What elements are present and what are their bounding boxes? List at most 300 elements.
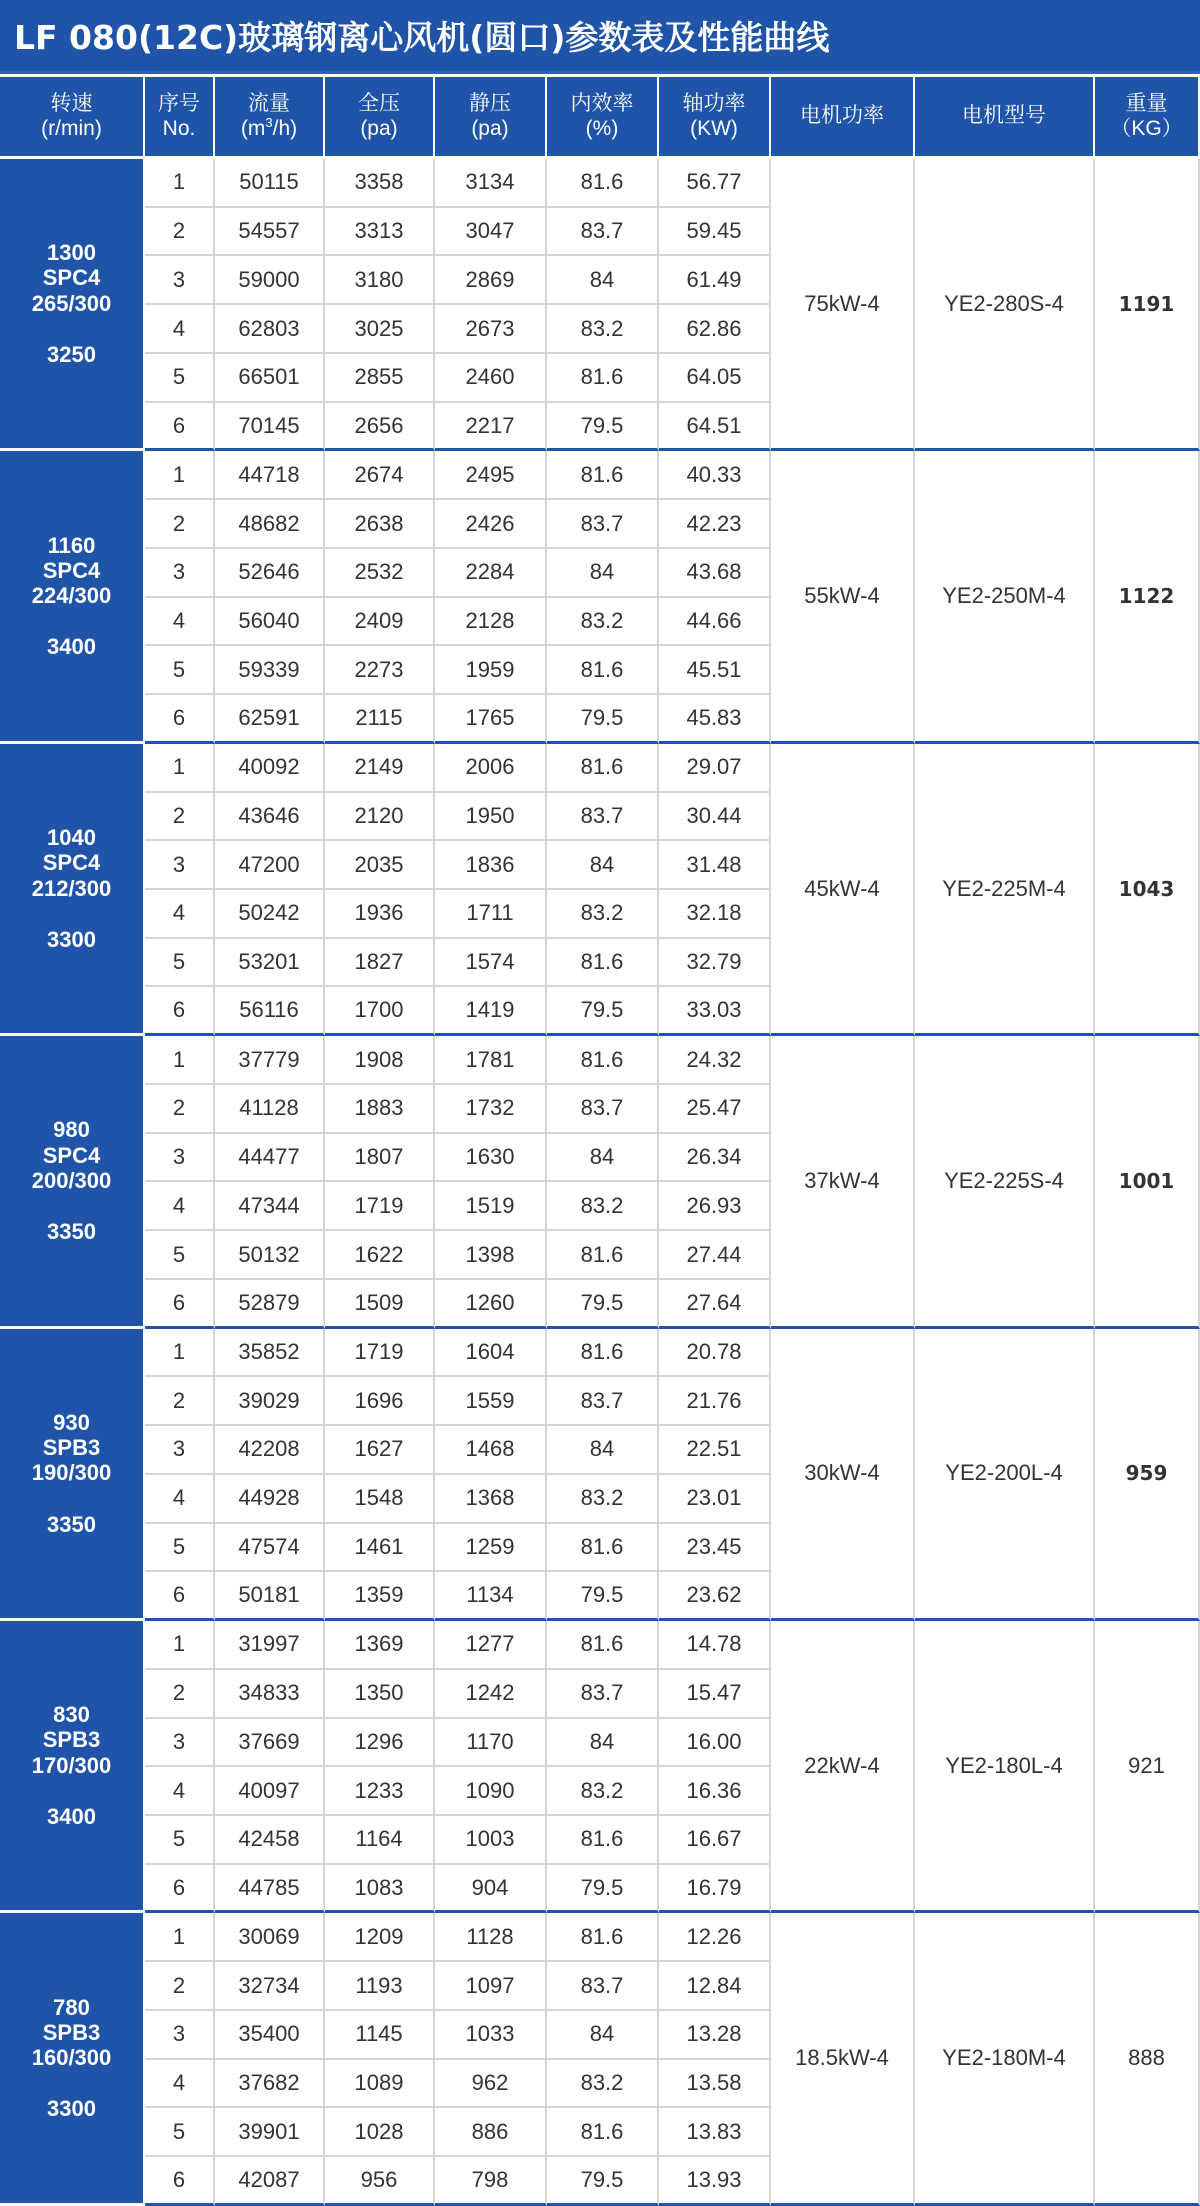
static-pressure-cell: 2869: [435, 256, 547, 305]
flow-cell: 41128: [215, 1085, 325, 1134]
seq-cell: 6: [145, 403, 215, 452]
efficiency-cell: 81.6: [547, 646, 659, 695]
weight-cell: 959: [1095, 1329, 1200, 1621]
header-motor-model-label: 电机型号: [962, 104, 1046, 128]
efficiency-cell: 81.6: [547, 1524, 659, 1573]
shaft-power-cell: 27.44: [659, 1231, 771, 1280]
static-pressure-cell: 904: [435, 1865, 547, 1914]
group-spec: [0, 1621, 145, 1913]
shaft-power-cell: 29.07: [659, 744, 771, 793]
header-weight-label: 重量: [1125, 92, 1168, 116]
weight-cell: 1043: [1095, 744, 1200, 1036]
total-pressure-cell: 1164: [325, 1816, 435, 1865]
group-length: 3300: [47, 2096, 96, 2122]
header-shaft-power-unit: (KW): [690, 116, 738, 140]
total-pressure-cell: 1083: [325, 1865, 435, 1914]
group-spec: [0, 451, 145, 743]
total-pressure-cell: 1827: [325, 939, 435, 988]
efficiency-cell: 83.7: [547, 1377, 659, 1426]
shaft-power-cell: 23.62: [659, 1572, 771, 1621]
header-speed-unit: (r/min): [41, 116, 102, 140]
flow-cell: 70145: [215, 403, 325, 452]
efficiency-cell: 79.5: [547, 2157, 659, 2206]
shaft-power-cell: 16.00: [659, 1719, 771, 1768]
shaft-power-cell: 62.86: [659, 305, 771, 354]
total-pressure-cell: 1936: [325, 890, 435, 939]
shaft-power-cell: 59.45: [659, 208, 771, 257]
flow-cell: 44785: [215, 1865, 325, 1914]
header-efficiency: [547, 77, 659, 159]
header-flow: [215, 77, 325, 159]
flow-cell: 50115: [215, 159, 325, 208]
shaft-power-cell: 13.83: [659, 2108, 771, 2157]
flow-cell: 62591: [215, 695, 325, 744]
efficiency-cell: 84: [547, 256, 659, 305]
group-belt: SPC4: [42, 1142, 101, 1168]
motor-model-cell: YE2-250M-4: [915, 451, 1095, 743]
motor-power-cell: 75kW-4: [771, 159, 915, 451]
header-flow-label: 流量: [248, 91, 290, 115]
header-efficiency-unit: (%): [585, 116, 619, 140]
flow-cell: 47344: [215, 1182, 325, 1231]
static-pressure-cell: 2460: [435, 354, 547, 403]
shaft-power-cell: 33.03: [659, 987, 771, 1036]
static-pressure-cell: 1260: [435, 1280, 547, 1329]
total-pressure-cell: 1233: [325, 1767, 435, 1816]
total-pressure-cell: 2638: [325, 500, 435, 549]
static-pressure-cell: 1559: [435, 1377, 547, 1426]
seq-cell: 4: [145, 1182, 215, 1231]
weight-cell: 1122: [1095, 451, 1200, 743]
seq-cell: 1: [145, 451, 215, 500]
seq-cell: 4: [145, 598, 215, 647]
static-pressure-cell: 1003: [435, 1816, 547, 1865]
efficiency-cell: 83.2: [547, 1475, 659, 1524]
efficiency-cell: 83.2: [547, 1182, 659, 1231]
header-total-pressure-unit: (pa): [360, 116, 398, 140]
header-speed-label: 转速: [50, 92, 93, 116]
group-speed: 1040: [47, 824, 96, 850]
shaft-power-cell: 16.36: [659, 1767, 771, 1816]
flow-cell: 35400: [215, 2011, 325, 2060]
static-pressure-cell: 1134: [435, 1572, 547, 1621]
efficiency-cell: 79.5: [547, 1572, 659, 1621]
header-motor-model: [915, 77, 1095, 159]
static-pressure-cell: 1519: [435, 1182, 547, 1231]
flow-cell: 48682: [215, 500, 325, 549]
efficiency-cell: 81.6: [547, 1231, 659, 1280]
seq-cell: 5: [145, 1231, 215, 1280]
total-pressure-cell: 1700: [325, 987, 435, 1036]
efficiency-cell: 84: [547, 1719, 659, 1768]
shaft-power-cell: 61.49: [659, 256, 771, 305]
group-length: 3400: [47, 1804, 96, 1830]
shaft-power-cell: 45.83: [659, 695, 771, 744]
total-pressure-cell: 1696: [325, 1377, 435, 1426]
flow-cell: 56116: [215, 987, 325, 1036]
seq-cell: 1: [145, 1913, 215, 1962]
seq-cell: 6: [145, 1572, 215, 1621]
seq-cell: 2: [145, 1670, 215, 1719]
motor-power-cell: 18.5kW-4: [771, 1913, 915, 2205]
flow-cell: 53201: [215, 939, 325, 988]
flow-cell: 59000: [215, 256, 325, 305]
efficiency-cell: 83.7: [547, 1670, 659, 1719]
header-shaft-power: [659, 77, 771, 159]
motor-model-cell: YE2-180M-4: [915, 1913, 1095, 2205]
weight-cell: 921: [1095, 1621, 1200, 1913]
flow-cell: 30069: [215, 1913, 325, 1962]
shaft-power-cell: 30.44: [659, 793, 771, 842]
seq-cell: 3: [145, 1426, 215, 1475]
static-pressure-cell: 2217: [435, 403, 547, 452]
seq-cell: 5: [145, 2108, 215, 2157]
shaft-power-cell: 22.51: [659, 1426, 771, 1475]
group-speed: 980: [53, 1117, 90, 1143]
efficiency-cell: 84: [547, 549, 659, 598]
seq-cell: 4: [145, 1767, 215, 1816]
seq-cell: 5: [145, 354, 215, 403]
static-pressure-cell: 2426: [435, 500, 547, 549]
static-pressure-cell: 886: [435, 2108, 547, 2157]
static-pressure-cell: 1836: [435, 841, 547, 890]
total-pressure-cell: 2532: [325, 549, 435, 598]
fan-parameter-table: [0, 77, 1200, 2206]
static-pressure-cell: 1277: [435, 1621, 547, 1670]
flow-cell: 47200: [215, 841, 325, 890]
flow-cell: 50242: [215, 890, 325, 939]
flow-cell: 37682: [215, 2060, 325, 2109]
total-pressure-cell: 2035: [325, 841, 435, 890]
header-motor-power: [771, 77, 915, 159]
total-pressure-cell: 1807: [325, 1134, 435, 1183]
static-pressure-cell: 1398: [435, 1231, 547, 1280]
seq-cell: 4: [145, 890, 215, 939]
total-pressure-cell: 2409: [325, 598, 435, 647]
motor-model-cell: YE2-280S-4: [915, 159, 1095, 451]
flow-cell: 40097: [215, 1767, 325, 1816]
efficiency-cell: 83.7: [547, 1085, 659, 1134]
group-length: 3400: [47, 634, 96, 660]
total-pressure-cell: 1719: [325, 1182, 435, 1231]
total-pressure-cell: 2674: [325, 451, 435, 500]
efficiency-cell: 81.6: [547, 1913, 659, 1962]
efficiency-cell: 83.2: [547, 598, 659, 647]
group-pulley: 170/300: [31, 1752, 112, 1778]
group-belt: SPB3: [42, 2019, 101, 2045]
group-speed: 780: [53, 1994, 90, 2020]
static-pressure-cell: 1242: [435, 1670, 547, 1719]
shaft-power-cell: 13.58: [659, 2060, 771, 2109]
seq-cell: 2: [145, 1377, 215, 1426]
static-pressure-cell: 1468: [435, 1426, 547, 1475]
efficiency-cell: 84: [547, 2011, 659, 2060]
static-pressure-cell: 798: [435, 2157, 547, 2206]
seq-cell: 3: [145, 256, 215, 305]
static-pressure-cell: 962: [435, 2060, 547, 2109]
shaft-power-cell: 26.93: [659, 1182, 771, 1231]
total-pressure-cell: 956: [325, 2157, 435, 2206]
shaft-power-cell: 25.47: [659, 1085, 771, 1134]
efficiency-cell: 84: [547, 1426, 659, 1475]
total-pressure-cell: 2273: [325, 646, 435, 695]
total-pressure-cell: 1908: [325, 1036, 435, 1085]
group-spec: [0, 159, 145, 451]
group-belt: SPB3: [42, 1435, 101, 1461]
seq-cell: 6: [145, 2157, 215, 2206]
group-pulley: 200/300: [31, 1167, 112, 1193]
motor-power-cell: 22kW-4: [771, 1621, 915, 1913]
flow-cell: 44718: [215, 451, 325, 500]
efficiency-cell: 81.6: [547, 354, 659, 403]
static-pressure-cell: 2284: [435, 549, 547, 598]
efficiency-cell: 81.6: [547, 1329, 659, 1378]
header-weight: [1095, 77, 1200, 159]
static-pressure-cell: 3134: [435, 159, 547, 208]
efficiency-cell: 83.2: [547, 890, 659, 939]
seq-cell: 5: [145, 646, 215, 695]
total-pressure-cell: 1369: [325, 1621, 435, 1670]
efficiency-cell: 83.7: [547, 793, 659, 842]
weight-cell: 888: [1095, 1913, 1200, 2205]
group-belt: SPC4: [42, 850, 101, 876]
flow-cell: 54557: [215, 208, 325, 257]
motor-power-cell: 30kW-4: [771, 1329, 915, 1621]
seq-cell: 4: [145, 305, 215, 354]
static-pressure-cell: 1259: [435, 1524, 547, 1573]
group-length: 3250: [47, 342, 96, 367]
seq-cell: 3: [145, 1134, 215, 1183]
motor-power-cell: 45kW-4: [771, 744, 915, 1036]
group-speed: 830: [53, 1702, 90, 1728]
group-pulley: 212/300: [31, 875, 112, 901]
flow-cell: 44928: [215, 1475, 325, 1524]
seq-cell: 6: [145, 987, 215, 1036]
total-pressure-cell: 1359: [325, 1572, 435, 1621]
seq-cell: 1: [145, 1621, 215, 1670]
shaft-power-cell: 16.79: [659, 1865, 771, 1914]
static-pressure-cell: 1959: [435, 646, 547, 695]
static-pressure-cell: 1574: [435, 939, 547, 988]
motor-model-cell: YE2-180L-4: [915, 1621, 1095, 1913]
shaft-power-cell: 12.26: [659, 1913, 771, 1962]
shaft-power-cell: 24.32: [659, 1036, 771, 1085]
total-pressure-cell: 1350: [325, 1670, 435, 1719]
seq-cell: 3: [145, 841, 215, 890]
header-flow-unit: $(m^3/h)$: [240, 115, 298, 140]
static-pressure-cell: 1097: [435, 1962, 547, 2011]
static-pressure-cell: 1732: [435, 1085, 547, 1134]
efficiency-cell: 79.5: [547, 695, 659, 744]
motor-model-cell: YE2-225M-4: [915, 744, 1095, 1036]
group-spec: [0, 1036, 145, 1328]
flow-cell: 34833: [215, 1670, 325, 1719]
efficiency-cell: 81.6: [547, 2108, 659, 2157]
shaft-power-cell: 20.78: [659, 1329, 771, 1378]
flow-cell: 37669: [215, 1719, 325, 1768]
efficiency-cell: 84: [547, 841, 659, 890]
flow-cell: 32734: [215, 1962, 325, 2011]
flow-cell: 47574: [215, 1524, 325, 1573]
flow-cell: 42458: [215, 1816, 325, 1865]
static-pressure-cell: 1368: [435, 1475, 547, 1524]
flow-cell: 42087: [215, 2157, 325, 2206]
group-pulley: 265/300: [31, 290, 112, 316]
shaft-power-cell: 23.01: [659, 1475, 771, 1524]
group-pulley: 190/300: [31, 1460, 112, 1486]
efficiency-cell: 83.2: [547, 305, 659, 354]
header-speed: [0, 77, 145, 159]
header-seq-label: 序号: [158, 92, 200, 116]
static-pressure-cell: 1781: [435, 1036, 547, 1085]
group-spec: [0, 1913, 145, 2205]
shaft-power-cell: 43.68: [659, 549, 771, 598]
seq-cell: 2: [145, 793, 215, 842]
header-shaft-power-label: 轴功率: [682, 92, 746, 116]
static-pressure-cell: 1711: [435, 890, 547, 939]
page-title: LF 080(12C)玻璃钢离心风机(圆口)参数表及性能曲线: [0, 0, 1200, 74]
efficiency-cell: 81.6: [547, 1621, 659, 1670]
seq-cell: 5: [145, 939, 215, 988]
shaft-power-cell: 26.34: [659, 1134, 771, 1183]
flow-cell: 59339: [215, 646, 325, 695]
seq-cell: 4: [145, 1475, 215, 1524]
static-pressure-cell: 1765: [435, 695, 547, 744]
shaft-power-cell: 31.48: [659, 841, 771, 890]
static-pressure-cell: 1604: [435, 1329, 547, 1378]
efficiency-cell: 81.6: [547, 1036, 659, 1085]
shaft-power-cell: 21.76: [659, 1377, 771, 1426]
header-weight-unit: （KG）: [1110, 116, 1183, 140]
shaft-power-cell: 27.64: [659, 1280, 771, 1329]
total-pressure-cell: 2115: [325, 695, 435, 744]
total-pressure-cell: 1089: [325, 2060, 435, 2109]
seq-cell: 3: [145, 1719, 215, 1768]
seq-cell: 6: [145, 1865, 215, 1914]
shaft-power-cell: 40.33: [659, 451, 771, 500]
flow-cell: 52646: [215, 549, 325, 598]
static-pressure-cell: 1128: [435, 1913, 547, 1962]
shaft-power-cell: 23.45: [659, 1524, 771, 1573]
total-pressure-cell: 1622: [325, 1231, 435, 1280]
group-length: 3350: [47, 1511, 96, 1537]
efficiency-cell: 83.7: [547, 500, 659, 549]
shaft-power-cell: 32.18: [659, 890, 771, 939]
total-pressure-cell: 1509: [325, 1280, 435, 1329]
group-belt: SPC4: [42, 557, 101, 583]
motor-power-cell: 55kW-4: [771, 451, 915, 743]
static-pressure-cell: 1170: [435, 1719, 547, 1768]
static-pressure-cell: 1090: [435, 1767, 547, 1816]
seq-cell: 2: [145, 500, 215, 549]
efficiency-cell: 83.2: [547, 1767, 659, 1816]
shaft-power-cell: 32.79: [659, 939, 771, 988]
shaft-power-cell: 13.93: [659, 2157, 771, 2206]
group-belt: SPC4: [42, 265, 101, 291]
static-pressure-cell: 2495: [435, 451, 547, 500]
shaft-power-cell: 15.47: [659, 1670, 771, 1719]
flow-cell: 42208: [215, 1426, 325, 1475]
header-efficiency-label: 内效率: [570, 92, 634, 116]
header-seq: [145, 77, 215, 159]
static-pressure-cell: 1950: [435, 793, 547, 842]
flow-cell: 43646: [215, 793, 325, 842]
header-total-pressure: [325, 77, 435, 159]
flow-cell: 37779: [215, 1036, 325, 1085]
efficiency-cell: 79.5: [547, 1865, 659, 1914]
efficiency-cell: 83.2: [547, 2060, 659, 2109]
efficiency-cell: 81.6: [547, 451, 659, 500]
static-pressure-cell: 2128: [435, 598, 547, 647]
total-pressure-cell: 1296: [325, 1719, 435, 1768]
shaft-power-cell: 45.51: [659, 646, 771, 695]
static-pressure-cell: 3047: [435, 208, 547, 257]
group-spec: [0, 744, 145, 1036]
header-static-pressure: [435, 77, 547, 159]
flow-cell: 40092: [215, 744, 325, 793]
flow-cell: 44477: [215, 1134, 325, 1183]
group-spec: [0, 1329, 145, 1621]
header-static-pressure-unit: (pa): [471, 116, 509, 140]
shaft-power-cell: 42.23: [659, 500, 771, 549]
static-pressure-cell: 1630: [435, 1134, 547, 1183]
flow-cell: 56040: [215, 598, 325, 647]
total-pressure-cell: 2149: [325, 744, 435, 793]
seq-cell: 1: [145, 744, 215, 793]
seq-cell: 6: [145, 695, 215, 744]
seq-cell: 5: [145, 1524, 215, 1573]
seq-cell: 4: [145, 2060, 215, 2109]
seq-cell: 1: [145, 1036, 215, 1085]
total-pressure-cell: 1719: [325, 1329, 435, 1378]
total-pressure-cell: 2656: [325, 403, 435, 452]
static-pressure-cell: 2006: [435, 744, 547, 793]
flow-cell: 39901: [215, 2108, 325, 2157]
group-length: 3300: [47, 926, 96, 952]
total-pressure-cell: 3358: [325, 159, 435, 208]
seq-cell: 1: [145, 1329, 215, 1378]
group-speed: 1160: [47, 532, 96, 558]
shaft-power-cell: 64.51: [659, 403, 771, 452]
group-speed: 1300: [47, 240, 96, 266]
group-speed: 930: [53, 1409, 90, 1435]
efficiency-cell: 83.7: [547, 208, 659, 257]
efficiency-cell: 79.5: [547, 987, 659, 1036]
efficiency-cell: 83.7: [547, 1962, 659, 2011]
total-pressure-cell: 2855: [325, 354, 435, 403]
weight-cell: 1191: [1095, 159, 1200, 451]
static-pressure-cell: 1419: [435, 987, 547, 1036]
header-static-pressure-label: 静压: [469, 92, 511, 116]
flow-cell: 31997: [215, 1621, 325, 1670]
flow-cell: 35852: [215, 1329, 325, 1378]
group-pulley: 224/300: [31, 583, 112, 609]
efficiency-cell: 79.5: [547, 403, 659, 452]
flow-cell: 50181: [215, 1572, 325, 1621]
total-pressure-cell: 1193: [325, 1962, 435, 2011]
flow-cell: 66501: [215, 354, 325, 403]
static-pressure-cell: 2673: [435, 305, 547, 354]
static-pressure-cell: 1033: [435, 2011, 547, 2060]
shaft-power-cell: 13.28: [659, 2011, 771, 2060]
shaft-power-cell: 44.66: [659, 598, 771, 647]
efficiency-cell: 81.6: [547, 939, 659, 988]
group-pulley: 160/300: [31, 2045, 112, 2071]
shaft-power-cell: 56.77: [659, 159, 771, 208]
efficiency-cell: 81.6: [547, 1816, 659, 1865]
shaft-power-cell: 16.67: [659, 1816, 771, 1865]
total-pressure-cell: 3313: [325, 208, 435, 257]
